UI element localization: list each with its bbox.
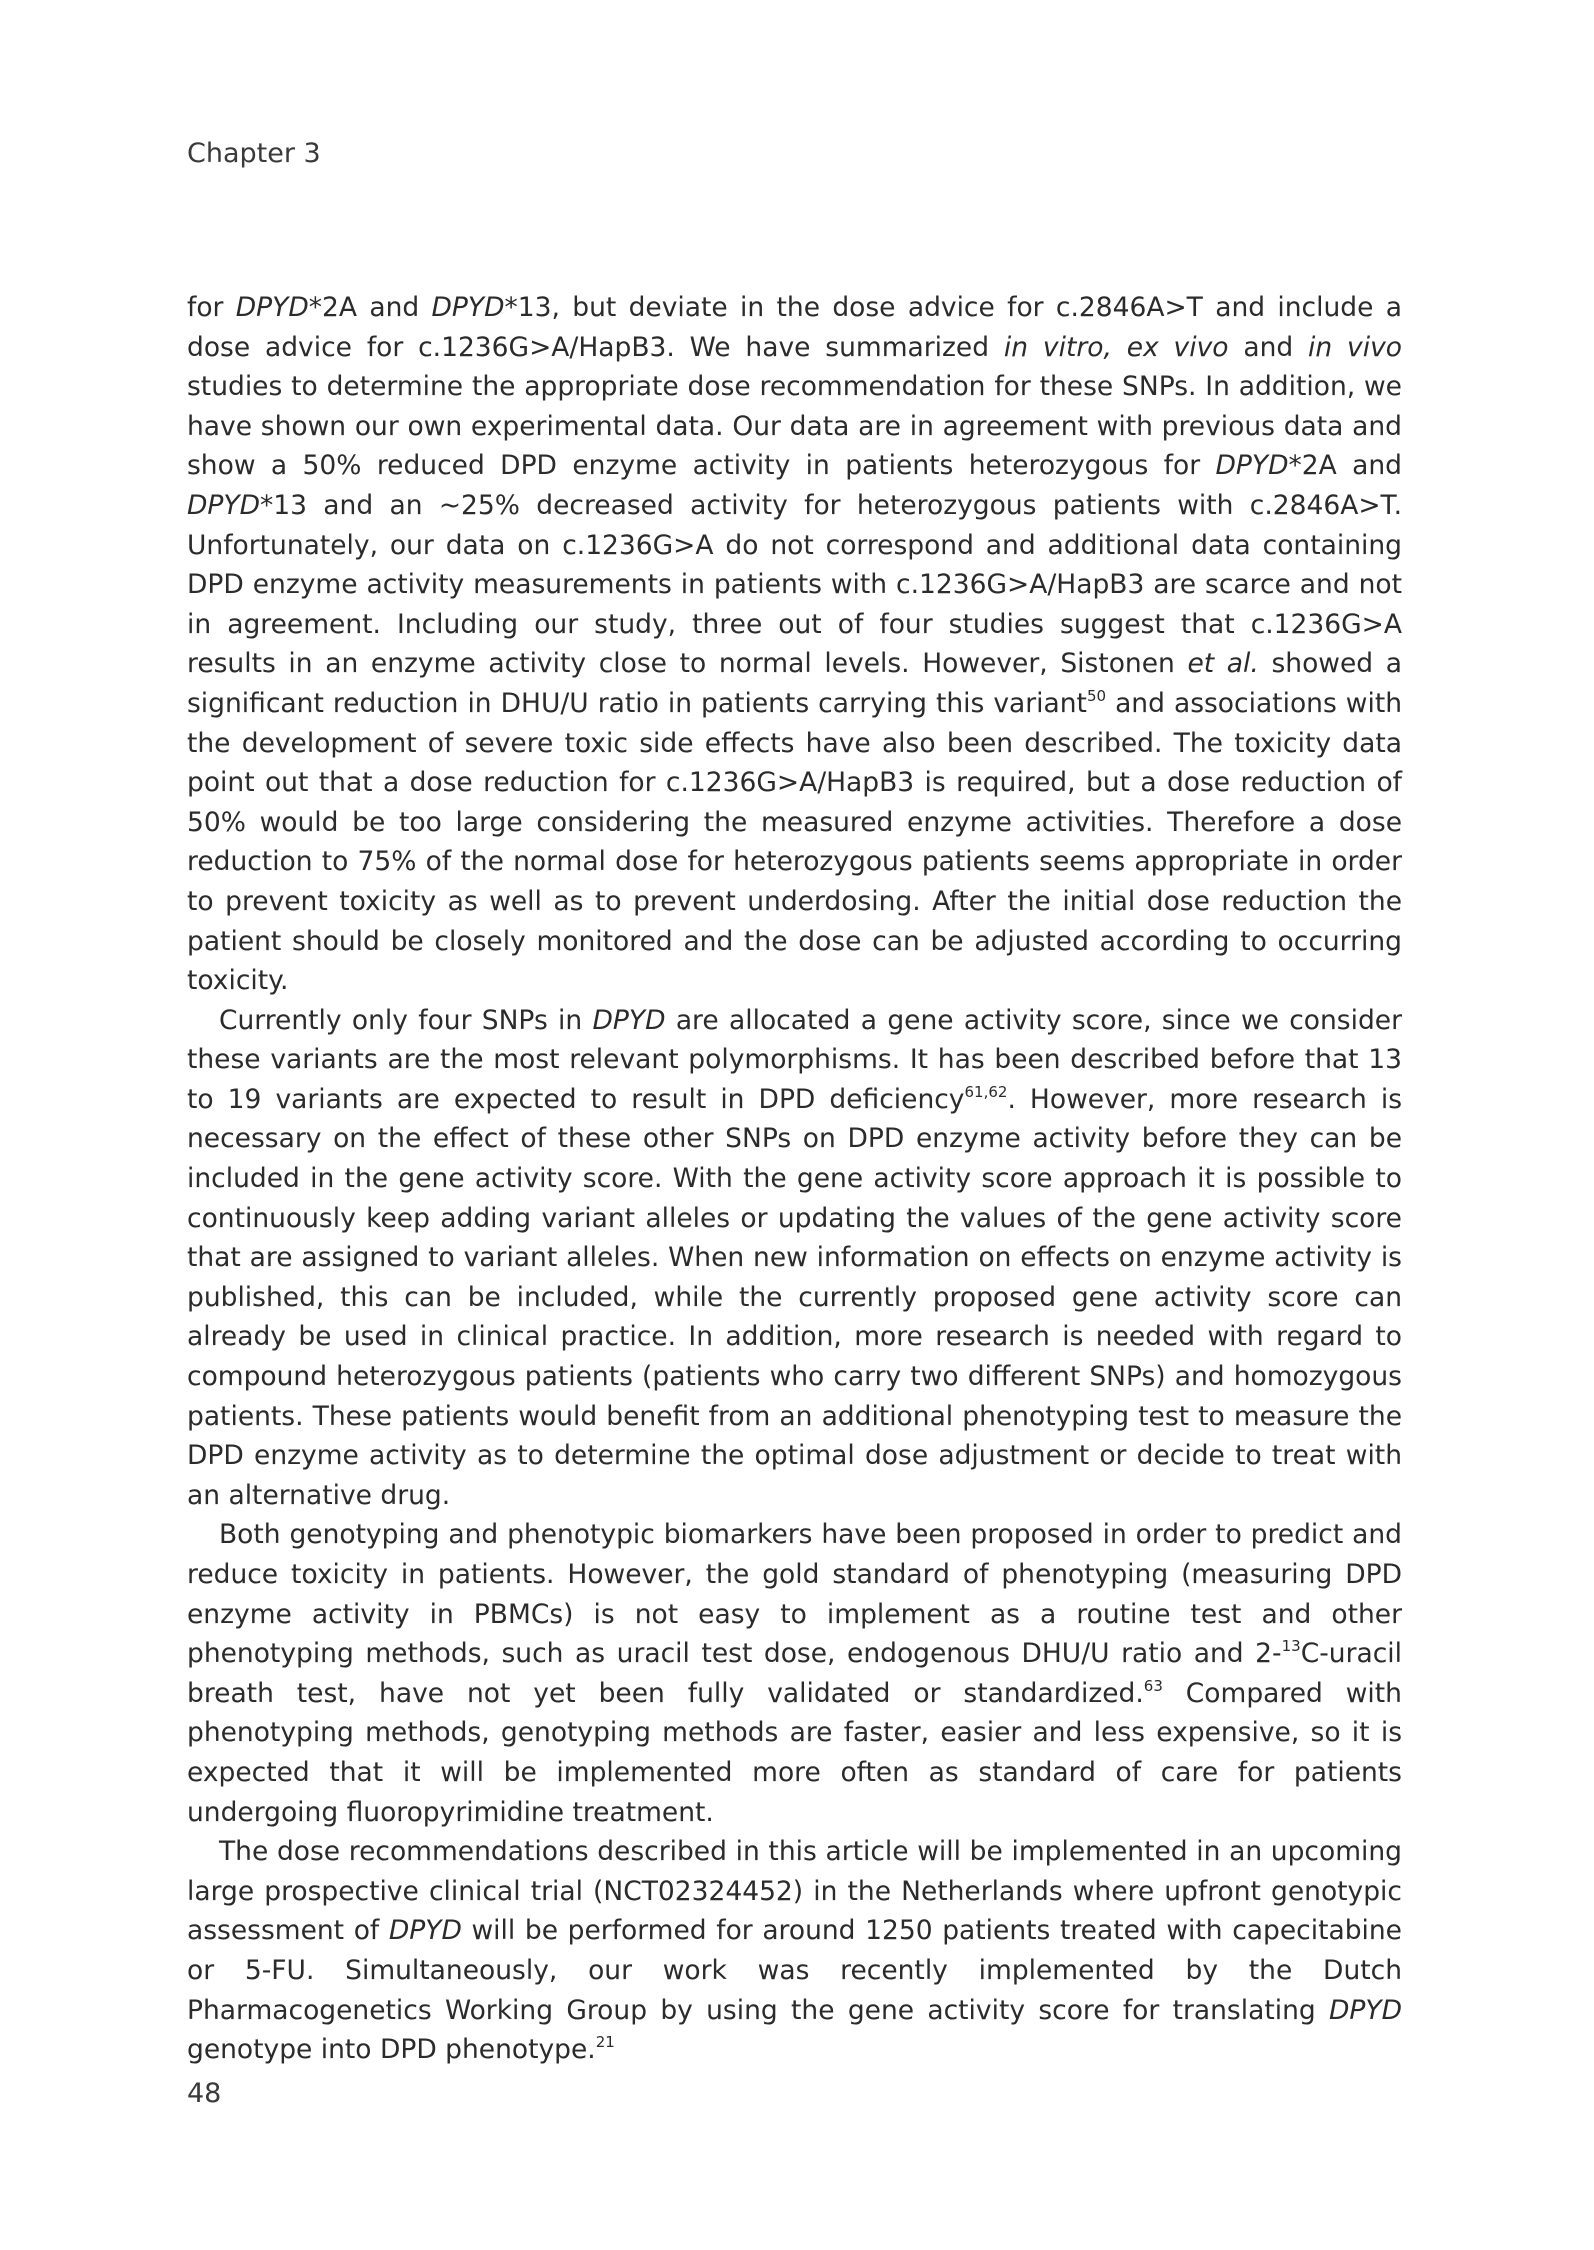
body-paragraph: [187, 1832, 1402, 2070]
italic-term: in vitro, ex vivo: [1003, 331, 1229, 363]
text-run: and: [1228, 331, 1309, 363]
text-run: The dose recommendations described in this article will be implemented in an upcoming large prospective clinical trial (NCT02324452) in the Netherlands where upfront genotypic assessment of: [187, 1836, 1402, 1947]
page-number: 48: [187, 2078, 222, 2109]
running-head-chapter: Chapter 3: [187, 138, 321, 169]
citation-superscript: 21: [595, 2033, 615, 2052]
text-run: Compared with phenotyping methods, genotyping methods are faster, easier and less expensive, so it is expected that it will be implemented more often as standard of care for patients undergoing fluoropyrimidine treatment.: [187, 1677, 1402, 1828]
citation-superscript: 63: [1143, 1676, 1163, 1695]
italic-term: DPYD: [388, 1915, 462, 1947]
text-run: Currently only four SNPs in: [219, 1004, 593, 1036]
italic-term: et al.: [1187, 648, 1259, 680]
italic-term: DPYD: [187, 489, 260, 521]
citation-superscript: 13: [1281, 1637, 1301, 1656]
text-run: Both genotyping and phenotypic biomarkers have been proposed in order to predict and reduce toxicity in patients. However, the gold standard of phenotyping (measuring DPD enzyme activity in PBMCs) is not easy to implement as a routine test and other phenotyping methods, such as uracil test dose, endogenous DHU/U ratio and 2-: [187, 1519, 1402, 1670]
text-run: *13, but deviate in the dose advice for c.2846A>T and include a dose advice for c.1236G>A/HapB3. We have summarized: [187, 292, 1402, 363]
italic-term: DPYD: [235, 292, 309, 323]
text-run: and associations with the development of severe toxic side effects have also been described. The toxicity data point out that a dose reduction for c.1236G>A/HapB3 is required, but a dose reduction of 50% would be too large considering the measured enzyme activities. Therefore a dose reduction to 75% of the normal dose for heterozygous patients seems appropriate in order to prevent toxicity as well as to prevent underdosing. After the initial dose reduction the patient should be closely monitored and the dose can be adjusted according to occurring toxicity.: [187, 687, 1403, 997]
text-run: studies to determine the appropriate dose recommendation for these SNPs. In addition, we have shown our own experimental data. Our data are in agreement with previous data and show a 50% reduced DPD enzyme activity in patients heterozygous for: [187, 371, 1402, 482]
text-run: will be performed for around 1250 patients treated with capecitabine or 5-FU. Simultaneously, our work was recently implemented by the Dutch Pharmacogenetics Working Group by using the gene activity score for translating: [187, 1915, 1402, 2026]
body-paragraph: [187, 288, 1402, 1001]
italic-term: DPYD: [1215, 450, 1289, 482]
text-run: showed a significant reduction in DHU/U ratio in patients carrying this variant: [187, 648, 1402, 719]
italic-term: in vivo: [1308, 331, 1402, 363]
article-body: [187, 288, 1402, 2070]
text-run: are allocated a gene activity score, since we consider these variants are the most relevant polymorphisms. It has been described before that 13 to 19 variants are expected to result in DPD deficiency: [187, 1004, 1402, 1115]
text-run: genotype into DPD phenotype.: [187, 2034, 596, 2066]
text-run: *2A and: [308, 292, 432, 323]
citation-superscript: 61,62: [964, 1082, 1008, 1101]
italic-term: DPYD: [431, 292, 505, 323]
text-run: . However, more research is necessary on the effect of these other SNPs on DPD enzyme activity before they can be included in the gene activity score. With the gene activity score approach it is possible to continuously keep adding variant alleles or updating the values of the gene activity score that are assigned to variant alleles. When new information on effects on enzyme activity is published, this can be included, while the currently proposed gene activity score can already be used in clinical practice. In addition, more research is needed with regard to compound heterozygous patients (patients who carry two different SNPs) and homozygous patients. These patients would benefit from an additional phenotyping test to measure the DPD enzyme activity as to determine the optimal dose adjustment or decide to treat with an alternative drug.: [187, 1083, 1402, 1511]
italic-term: DPYD: [592, 1004, 666, 1036]
text-run: *2A and: [1288, 450, 1402, 482]
body-paragraph: [187, 1001, 1402, 1516]
text-run: C-uracil breath test, have not yet been fully validated or standardized.: [187, 1638, 1402, 1709]
italic-term: DPYD: [1329, 1994, 1402, 2026]
text-run: for: [187, 292, 236, 323]
body-paragraph: [187, 1515, 1402, 1832]
text-run: *13 and an ~25% decreased activity for heterozygous patients with c.2846A>T. Unfortunately, our data on c.1236G>A do not correspond and additional data containing DPD enzyme activity measurements in patients with c.1236G>A/HapB3 are scarce and not in agreement. Including our study, three out of four studies suggest that c.1236G>A results in an enzyme activity close to normal levels. However, Sistonen: [187, 489, 1402, 680]
citation-superscript: 50: [1086, 686, 1107, 705]
